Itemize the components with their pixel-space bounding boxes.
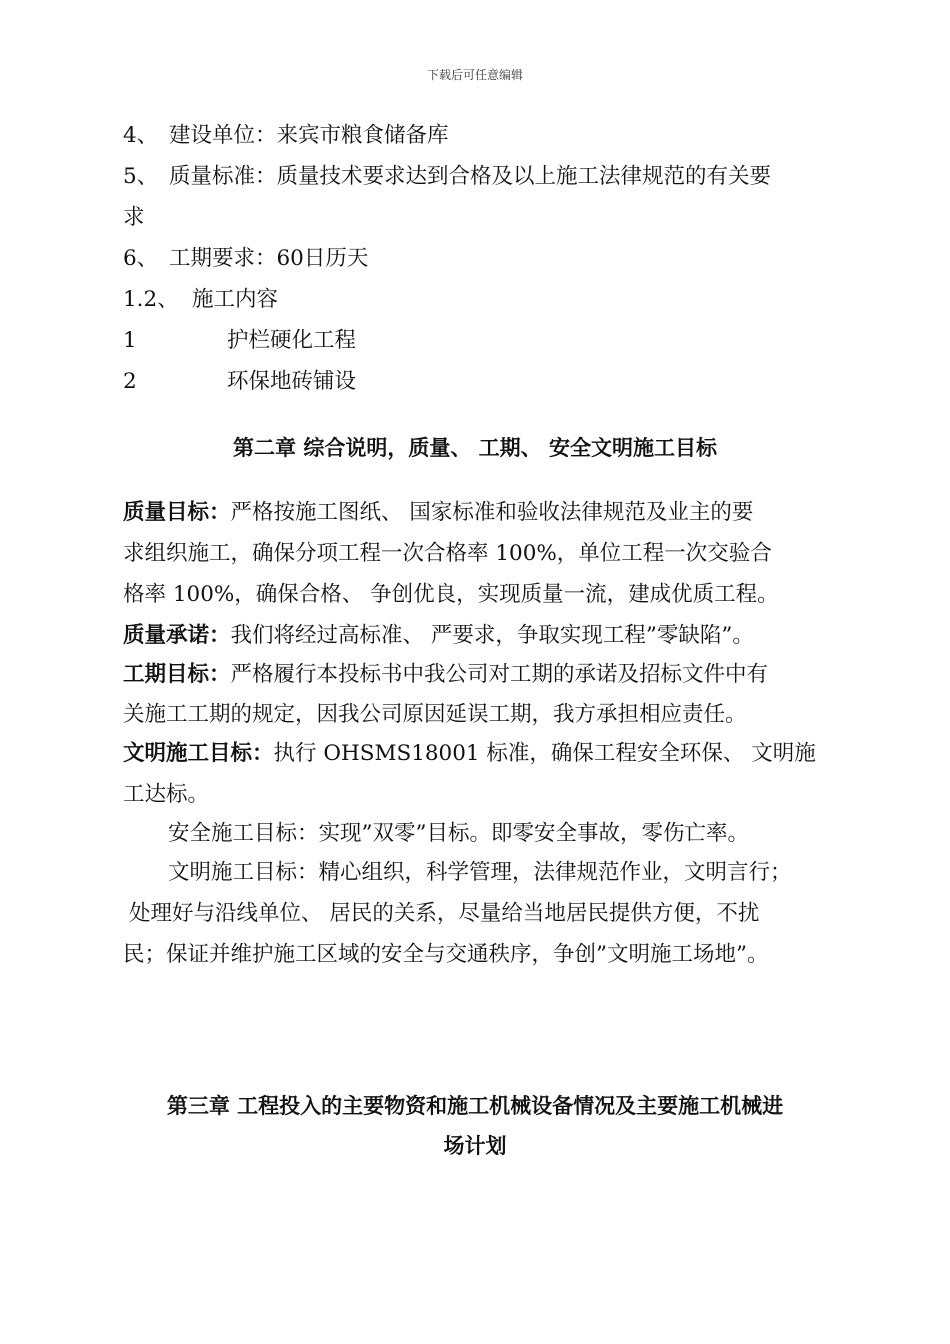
civil-target-line: 处理好与沿线单位、 居民的关系，尽量给当地居民提供方便，不扰 — [129, 901, 760, 926]
civil-target-line: 文明施工目标：精心组织，科学管理，法律规范作业，文明言行； — [168, 860, 792, 885]
chapter-2-title: 第二章 综合说明，质量、 工期、 安全文明施工目标 — [233, 436, 717, 460]
schedule-goal-text: 严格履行本投标书中我公司对工期的承诺及招标文件中有 — [230, 662, 769, 687]
schedule-goal-line: 关施工工期的规定，因我公司原因延误工期，我方承担相应责任。 — [123, 702, 747, 727]
item-text: 护栏硬化工程 — [227, 328, 357, 353]
chapter-3-title-cont: 场计划 — [443, 1134, 507, 1158]
civil-goal — [123, 738, 835, 770]
quality-promise-label: 质量承诺： — [123, 623, 231, 648]
item-number: 6、 — [123, 246, 159, 271]
section-number: 1.2、 — [123, 287, 179, 312]
page-header: 下载后可任意编辑 — [426, 68, 523, 82]
list-item-continuation: 求 — [123, 205, 145, 230]
item-text: 质量标准：质量技术要求达到合格及以上施工法律规范的有关要 — [169, 164, 772, 189]
schedule-goal — [123, 659, 835, 691]
civil-goal-label: 文明施工目标： — [123, 741, 274, 766]
item-text: 建设单位：来宾市粮食储备库 — [169, 123, 449, 148]
safety-target: 安全施工目标：实现”双零”目标。即零安全事故，零伤亡率。 — [168, 821, 749, 846]
quality-goal — [123, 497, 835, 529]
list-item — [123, 120, 835, 152]
quality-promise — [123, 620, 835, 652]
list-item — [123, 243, 835, 275]
quality-goal-label: 质量目标： — [123, 500, 231, 525]
content-item — [123, 366, 835, 398]
list-item — [123, 161, 835, 193]
item-number: 1 — [123, 328, 137, 353]
item-number: 2 — [123, 369, 137, 394]
schedule-goal-label: 工期目标： — [123, 662, 231, 687]
quality-goal-text: 严格按施工图纸、 国家标准和验收法律规范及业主的要 — [230, 500, 754, 525]
civil-goal-line: 工达标。 — [123, 782, 210, 807]
chapter-3-title: 第三章 工程投入的主要物资和施工机械设备情况及主要施工机械进 — [166, 1094, 784, 1118]
section-text: 施工内容 — [192, 287, 279, 312]
civil-target-line: 民；保证并维护施工区域的安全与交通秩序，争创”文明施工场地”。 — [123, 942, 769, 967]
content-item — [123, 325, 835, 357]
section-heading — [123, 284, 835, 316]
item-number: 5、 — [123, 164, 159, 189]
civil-goal-text: 执行 OHSMS18001 标准，确保工程安全环保、 文明施 — [273, 741, 816, 766]
item-number: 4、 — [123, 123, 159, 148]
item-text: 工期要求：60日历天 — [169, 246, 369, 271]
quality-goal-line: 格率 100%，确保合格、 争创优良，实现质量一流，建成优质工程。 — [123, 582, 779, 607]
quality-promise-text: 我们将经过高标准、 严要求，争取实现工程”零缺陷”。 — [230, 623, 754, 648]
item-text: 环保地砖铺设 — [227, 369, 357, 394]
quality-goal-line: 求组织施工，确保分项工程一次合格率 100%，单位工程一次交验合 — [123, 541, 772, 566]
